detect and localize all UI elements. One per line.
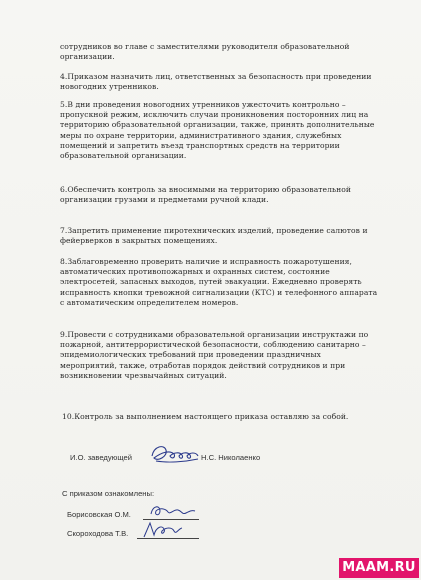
acknowledgement-name-1: Борисовская О.М. bbox=[67, 510, 131, 519]
paragraph-9 bbox=[60, 330, 380, 381]
paragraph-5-text: 5.В дни проведения новогодних утренников ужесточить контрольно – пропускной режим, исключить случаи проникновения посторонних лиц на территорию образовательной организации, также, принять дополнительные меры по охране территории, административного здания, служебных помещений и запретить въезд транспортных средств на территории образовательной организации. bbox=[60, 100, 375, 161]
head-signature bbox=[148, 442, 202, 468]
acknowledgement-name-2: Скороходова Т.В. bbox=[67, 529, 129, 538]
acknowledgement-signature-2 bbox=[140, 519, 184, 541]
head-title: И.О. заведующей bbox=[70, 453, 132, 462]
maam-watermark-badge: MAAM.RU bbox=[339, 558, 419, 578]
paragraph-6-text: 6.Обеспечить контроль за вносимыми на территорию образовательной организации грузами и предметами ручной клади. bbox=[60, 185, 351, 205]
paragraph-8-text: 8.Заблаговременно проверить наличие и исправность пожаротушения, автоматических противопожарных и охранных систем, состояние электросетей, запасных выходов, путей эвакуации. Ежедневно проверять исправность кнопки тревожной сигнализации (КТС) и телефонного аппарата с автоматическим определителем номеров. bbox=[60, 257, 378, 307]
paragraph-intro-text: сотрудников во главе с заместителями руководителя образовательной организации. bbox=[60, 42, 350, 62]
paragraph-5 bbox=[60, 100, 380, 161]
paragraph-4 bbox=[60, 72, 380, 92]
paragraph-intro bbox=[60, 42, 380, 62]
head-name: Н.С. Николаенко bbox=[201, 453, 261, 462]
paragraph-9-text: 9.Провести с сотрудниками образовательной организации инструктажи по пожарной, антитеррористической безопасности, соблюдению санитарно – эпидемиологических требований при проведении праздничных мероприятий, также, отработав порядок действий сотрудников и при возникновении чрезвычайных ситуаций. bbox=[60, 330, 369, 380]
paragraph-6 bbox=[60, 185, 380, 205]
paragraph-8 bbox=[60, 257, 380, 308]
acknowledgement-signature-1 bbox=[148, 501, 198, 521]
paragraph-10-text: 10.Контроль за выполнением настоящего приказа оставляю за собой. bbox=[62, 412, 349, 421]
paragraph-7-text: 7.Запретить применение пиротехнических изделий, проведение салютов и фейерверков в закрытых помещениях. bbox=[60, 226, 368, 246]
paragraph-10 bbox=[62, 412, 402, 422]
acknowledgement-title: С приказом ознакомлены: bbox=[62, 489, 155, 498]
paragraph-4-text: 4.Приказом назначить лиц, ответственных за безопасность при проведении новогодних утренников. bbox=[60, 72, 372, 92]
paragraph-7 bbox=[60, 226, 380, 246]
